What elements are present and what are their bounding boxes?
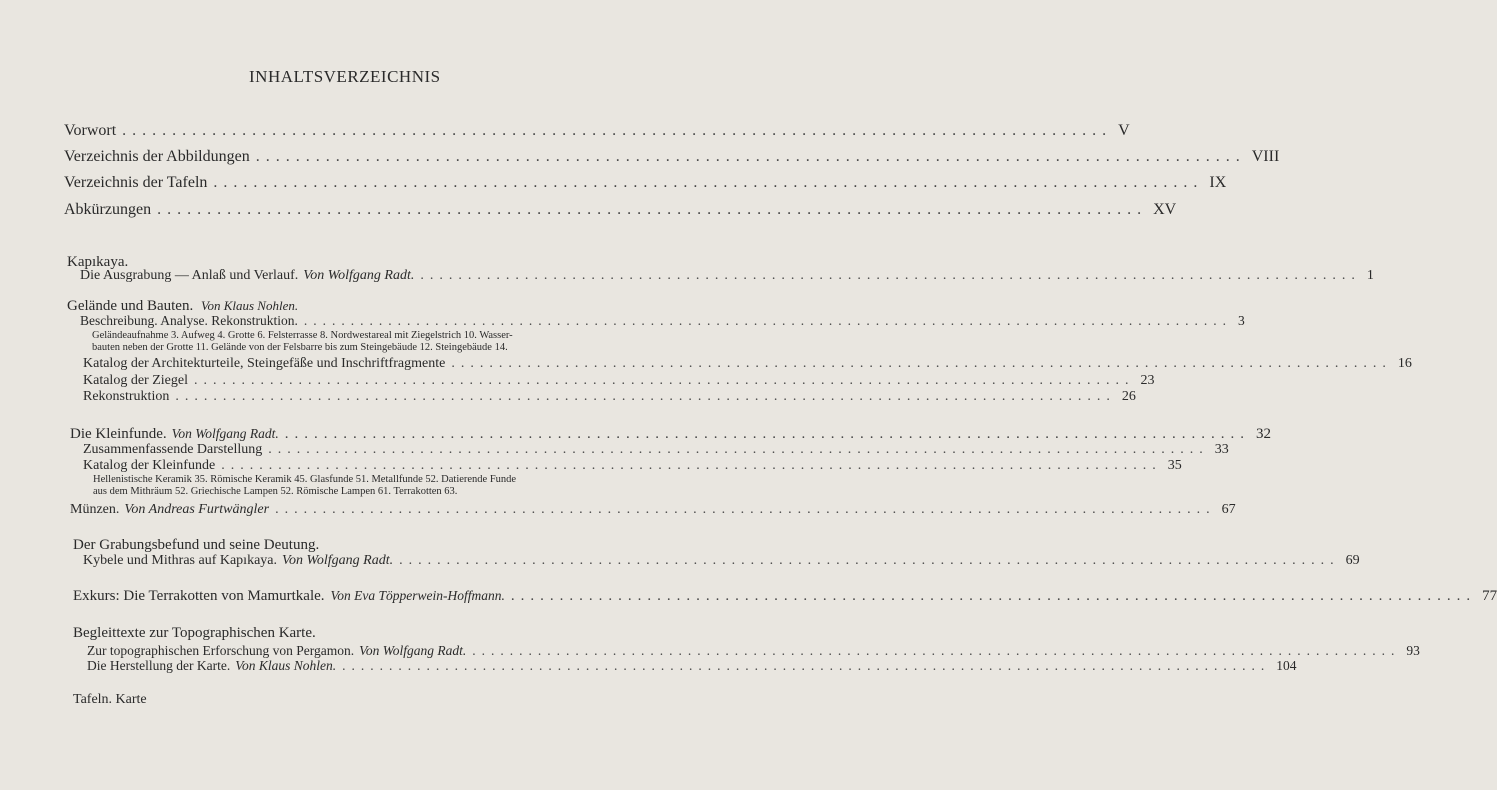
entry-label: Die Herstellung der Karte. [87,658,231,673]
toc-entry-vorwort [64,122,1130,140]
toc-entry-tafeln-karte: Tafeln. Karte [73,692,147,707]
heading-label: Gelände und Bauten. [67,298,194,314]
dot-leader: ................................................................................................... [122,122,1113,139]
entry-page: 77 [1482,588,1497,604]
dot-leader: ................................................................................................... [221,458,1162,473]
toc-entry-topographische-erforschung [87,643,1420,659]
entry-page: 104 [1276,658,1297,673]
entry-page: 16 [1397,356,1412,371]
dot-leader: ................................................................................................... [193,373,1135,388]
entry-author: Von Klaus Nohlen. [235,658,337,673]
toc-entry-katalog-kleinfunde [83,458,1182,474]
entry-detail-line: aus dem Mithräum 52. Griechische Lampen 52. Römische Lampen 61. Terrakotten 63. [93,486,458,497]
entry-page: 3 [1237,313,1245,328]
entry-detail-line: Geländeaufnahme 3. Aufweg 4. Grotte 6. Felsterrasse 8. Nordwestareal mit Ziegelstrich 10. Wasser- [92,330,513,341]
entry-label: Kybele und Mithras auf Kapıkaya. [83,553,277,568]
heading-author: Von Wolfgang Radt. [171,426,279,441]
toc-entry-katalog-ziegel [83,373,1155,389]
entry-label: Verzeichnis der Abbildungen [64,148,250,165]
dot-leader: ................................................................................................... [472,643,1401,658]
heading-label: Die Kleinfunde. [70,426,167,442]
entry-label: Rekonstruktion [83,389,170,404]
entry-page: 35 [1167,458,1182,473]
entry-author: Von Wolfgang Radt. [359,643,467,658]
entry-author: Von Wolfgang Radt. [282,553,394,568]
entry-page: 26 [1121,389,1136,404]
dot-leader: ................................................................................................... [275,502,1216,517]
entry-label: Katalog der Architekturteile, Steingefäße und Inschriftfragmente [83,356,446,371]
toc-entry-rekonstruktion [83,389,1136,405]
toc-entry-ausgrabung [80,268,1374,284]
entry-page: 1 [1366,268,1374,283]
page-title: INHALTSVERZEICHNIS [249,67,441,86]
entry-label: Münzen. [70,502,120,517]
entry-label: Die Ausgrabung — Anlaß und Verlauf. [80,268,299,283]
dot-leader: ................................................................................................... [451,356,1392,371]
dot-leader: ................................................................................................... [303,313,1232,328]
entry-page: 23 [1140,373,1155,388]
dot-leader: ................................................................................................... [157,201,1148,218]
entry-page: 33 [1214,442,1229,457]
dot-leader: ................................................................................................... [510,588,1477,604]
entry-label: Zusammenfassende Darstellung [83,442,263,457]
entry-page: 67 [1221,502,1236,517]
heading-author: Von Klaus Nohlen. [200,298,299,313]
toc-entry-exkurs [73,588,1497,605]
entry-label: Exkurs: Die Terrakotten von Mamurtkale. [73,588,325,604]
dot-leader: ................................................................................................... [213,174,1204,191]
toc-entry-herstellung-karte [87,658,1297,674]
entry-label: Verzeichnis der Tafeln [64,174,208,191]
toc-entry-kybele [83,553,1360,569]
toc-entry-zusammenfassende [83,442,1229,458]
dot-leader: ................................................................................................... [399,553,1340,568]
entry-page: XV [1153,201,1177,218]
dot-leader: ................................................................................................... [268,442,1209,457]
entry-label: Vorwort [64,122,117,139]
entry-page: 32 [1256,426,1272,442]
dot-leader: ................................................................................................... [284,426,1251,442]
toc-entry-abkuerzungen [64,201,1177,219]
entry-author: Von Wolfgang Radt. [303,268,415,283]
section-heading-grabungsbefund: Der Grabungsbefund und seine Deutung. [73,537,320,553]
entry-page: 69 [1345,553,1360,568]
entry-label: Beschreibung. Analyse. Rekonstruktion. [80,313,298,328]
entry-page: VIII [1251,148,1280,165]
entry-detail-line: Hellenistische Keramik 35. Römische Keramik 45. Glasfunde 51. Metallfunde 52. Datierende Funde [93,474,517,485]
entry-label: Abkürzungen [64,201,152,218]
entry-page: IX [1209,174,1227,191]
entry-page: V [1118,122,1130,139]
toc-entry-kleinfunde [70,426,1272,443]
dot-leader: ................................................................................................... [255,148,1246,165]
entry-author: Von Eva Töpperwein-Hoffmann. [330,588,505,603]
toc-entry-tafeln [64,174,1227,192]
section-heading-begleittexte: Begleittexte zur Topographischen Karte. [73,625,316,641]
section-heading-kapikaya: Kapıkaya. [67,254,129,270]
toc-entry-abbildungen [64,148,1280,166]
entry-label: Katalog der Ziegel [83,373,188,388]
toc-entry-beschreibung [80,313,1245,329]
entry-page: 93 [1406,643,1420,658]
dot-leader: ................................................................................................... [420,268,1361,283]
entry-author: Von Andreas Furtwängler [124,502,270,517]
toc-entry-muenzen [70,502,1236,518]
entry-detail-line: bauten neben der Grotte 11. Gelände von der Felsbarre bis zum Steingebäude 12. Steingebäude 14. [92,342,508,353]
dot-leader: ................................................................................................... [175,389,1116,404]
dot-leader: ................................................................................................... [342,658,1271,673]
entry-label: Katalog der Kleinfunde [83,458,216,473]
toc-entry-katalog-architektur [83,356,1412,372]
entry-label: Zur topographischen Erforschung von Pergamon. [87,643,355,658]
